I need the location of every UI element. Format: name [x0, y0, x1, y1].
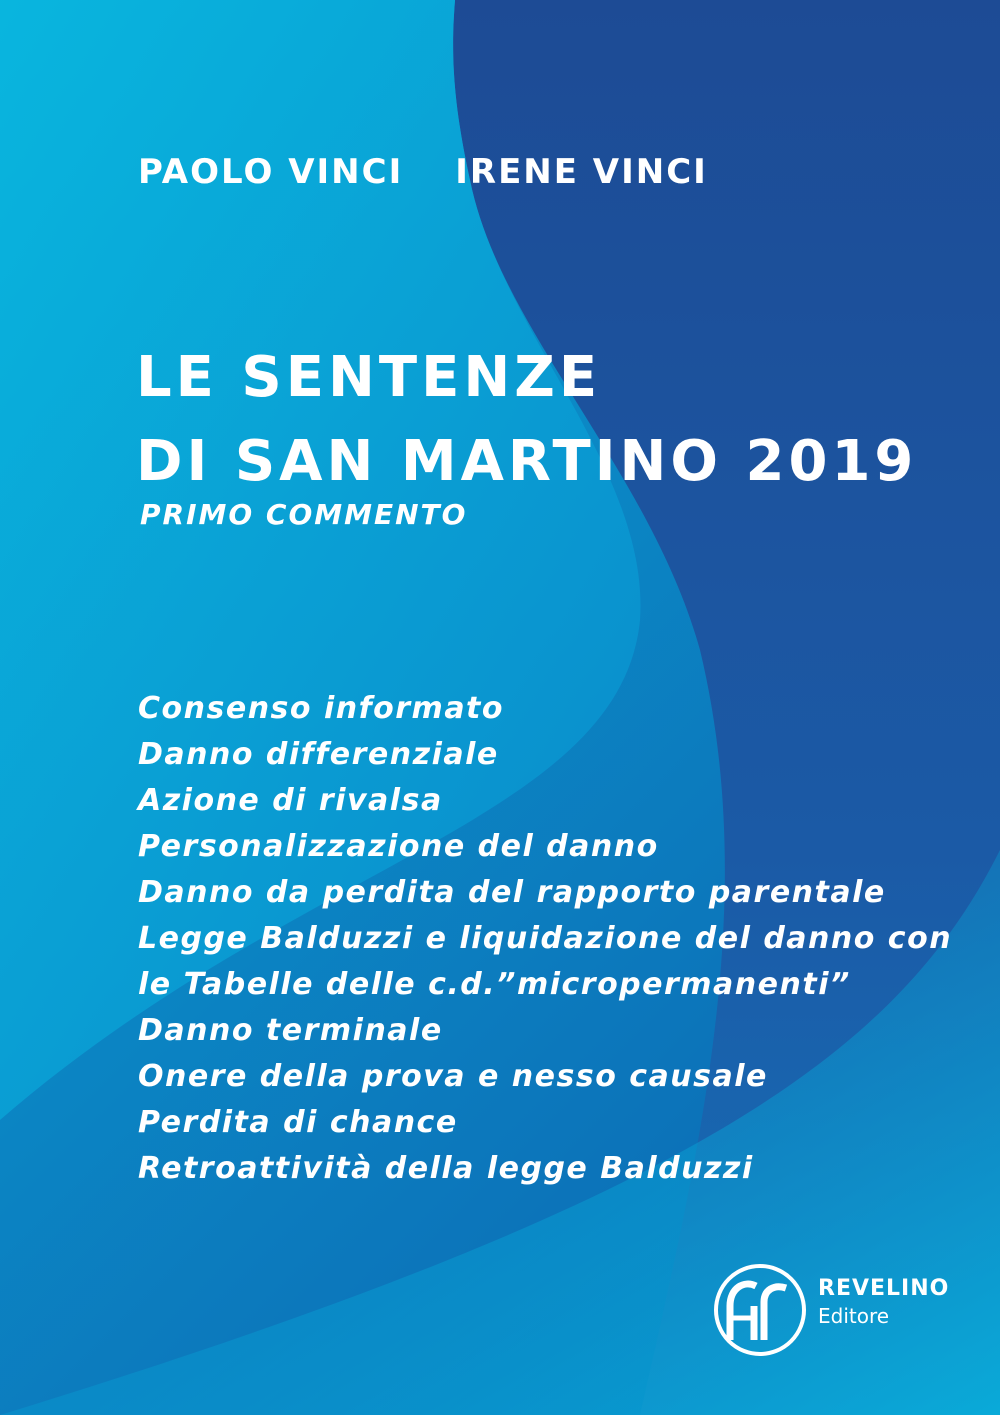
book-subtitle: PRIMO COMMENTO: [140, 498, 468, 531]
topic-item: Perdita di chance: [138, 1105, 458, 1140]
topic-item: Danno da perdita del rapporto parentale: [138, 875, 886, 910]
authors: [138, 152, 708, 192]
topic-item: Legge Balduzzi e liquidazione del danno con: [138, 921, 953, 956]
topic-item: Onere della prova e nesso causale: [138, 1059, 768, 1094]
author-name: IRENE VINCI: [455, 152, 708, 192]
publisher-block: [712, 1262, 952, 1362]
topic-item: Azione di rivalsa: [138, 783, 443, 818]
topic-item: Danno differenziale: [138, 737, 499, 772]
topic-item: le Tabelle delle c.d.”micropermanenti”: [138, 967, 851, 1002]
topic-item: Danno terminale: [138, 1013, 443, 1048]
book-title: [136, 336, 917, 504]
revelino-logo-icon: [712, 1262, 808, 1358]
topic-item: Personalizzazione del danno: [138, 829, 659, 864]
topic-item: Retroattività della legge Balduzzi: [138, 1151, 754, 1186]
author-name: PAOLO VINCI: [138, 152, 404, 192]
title-line: DI SAN MARTINO 2019: [136, 429, 918, 494]
publisher-subtitle: Editore: [818, 1304, 890, 1328]
title-line: LE SENTENZE: [136, 345, 602, 410]
topic-item: Consenso informato: [138, 691, 505, 726]
publisher-name: REVELINO: [818, 1276, 950, 1301]
topic-list: [138, 686, 952, 1192]
